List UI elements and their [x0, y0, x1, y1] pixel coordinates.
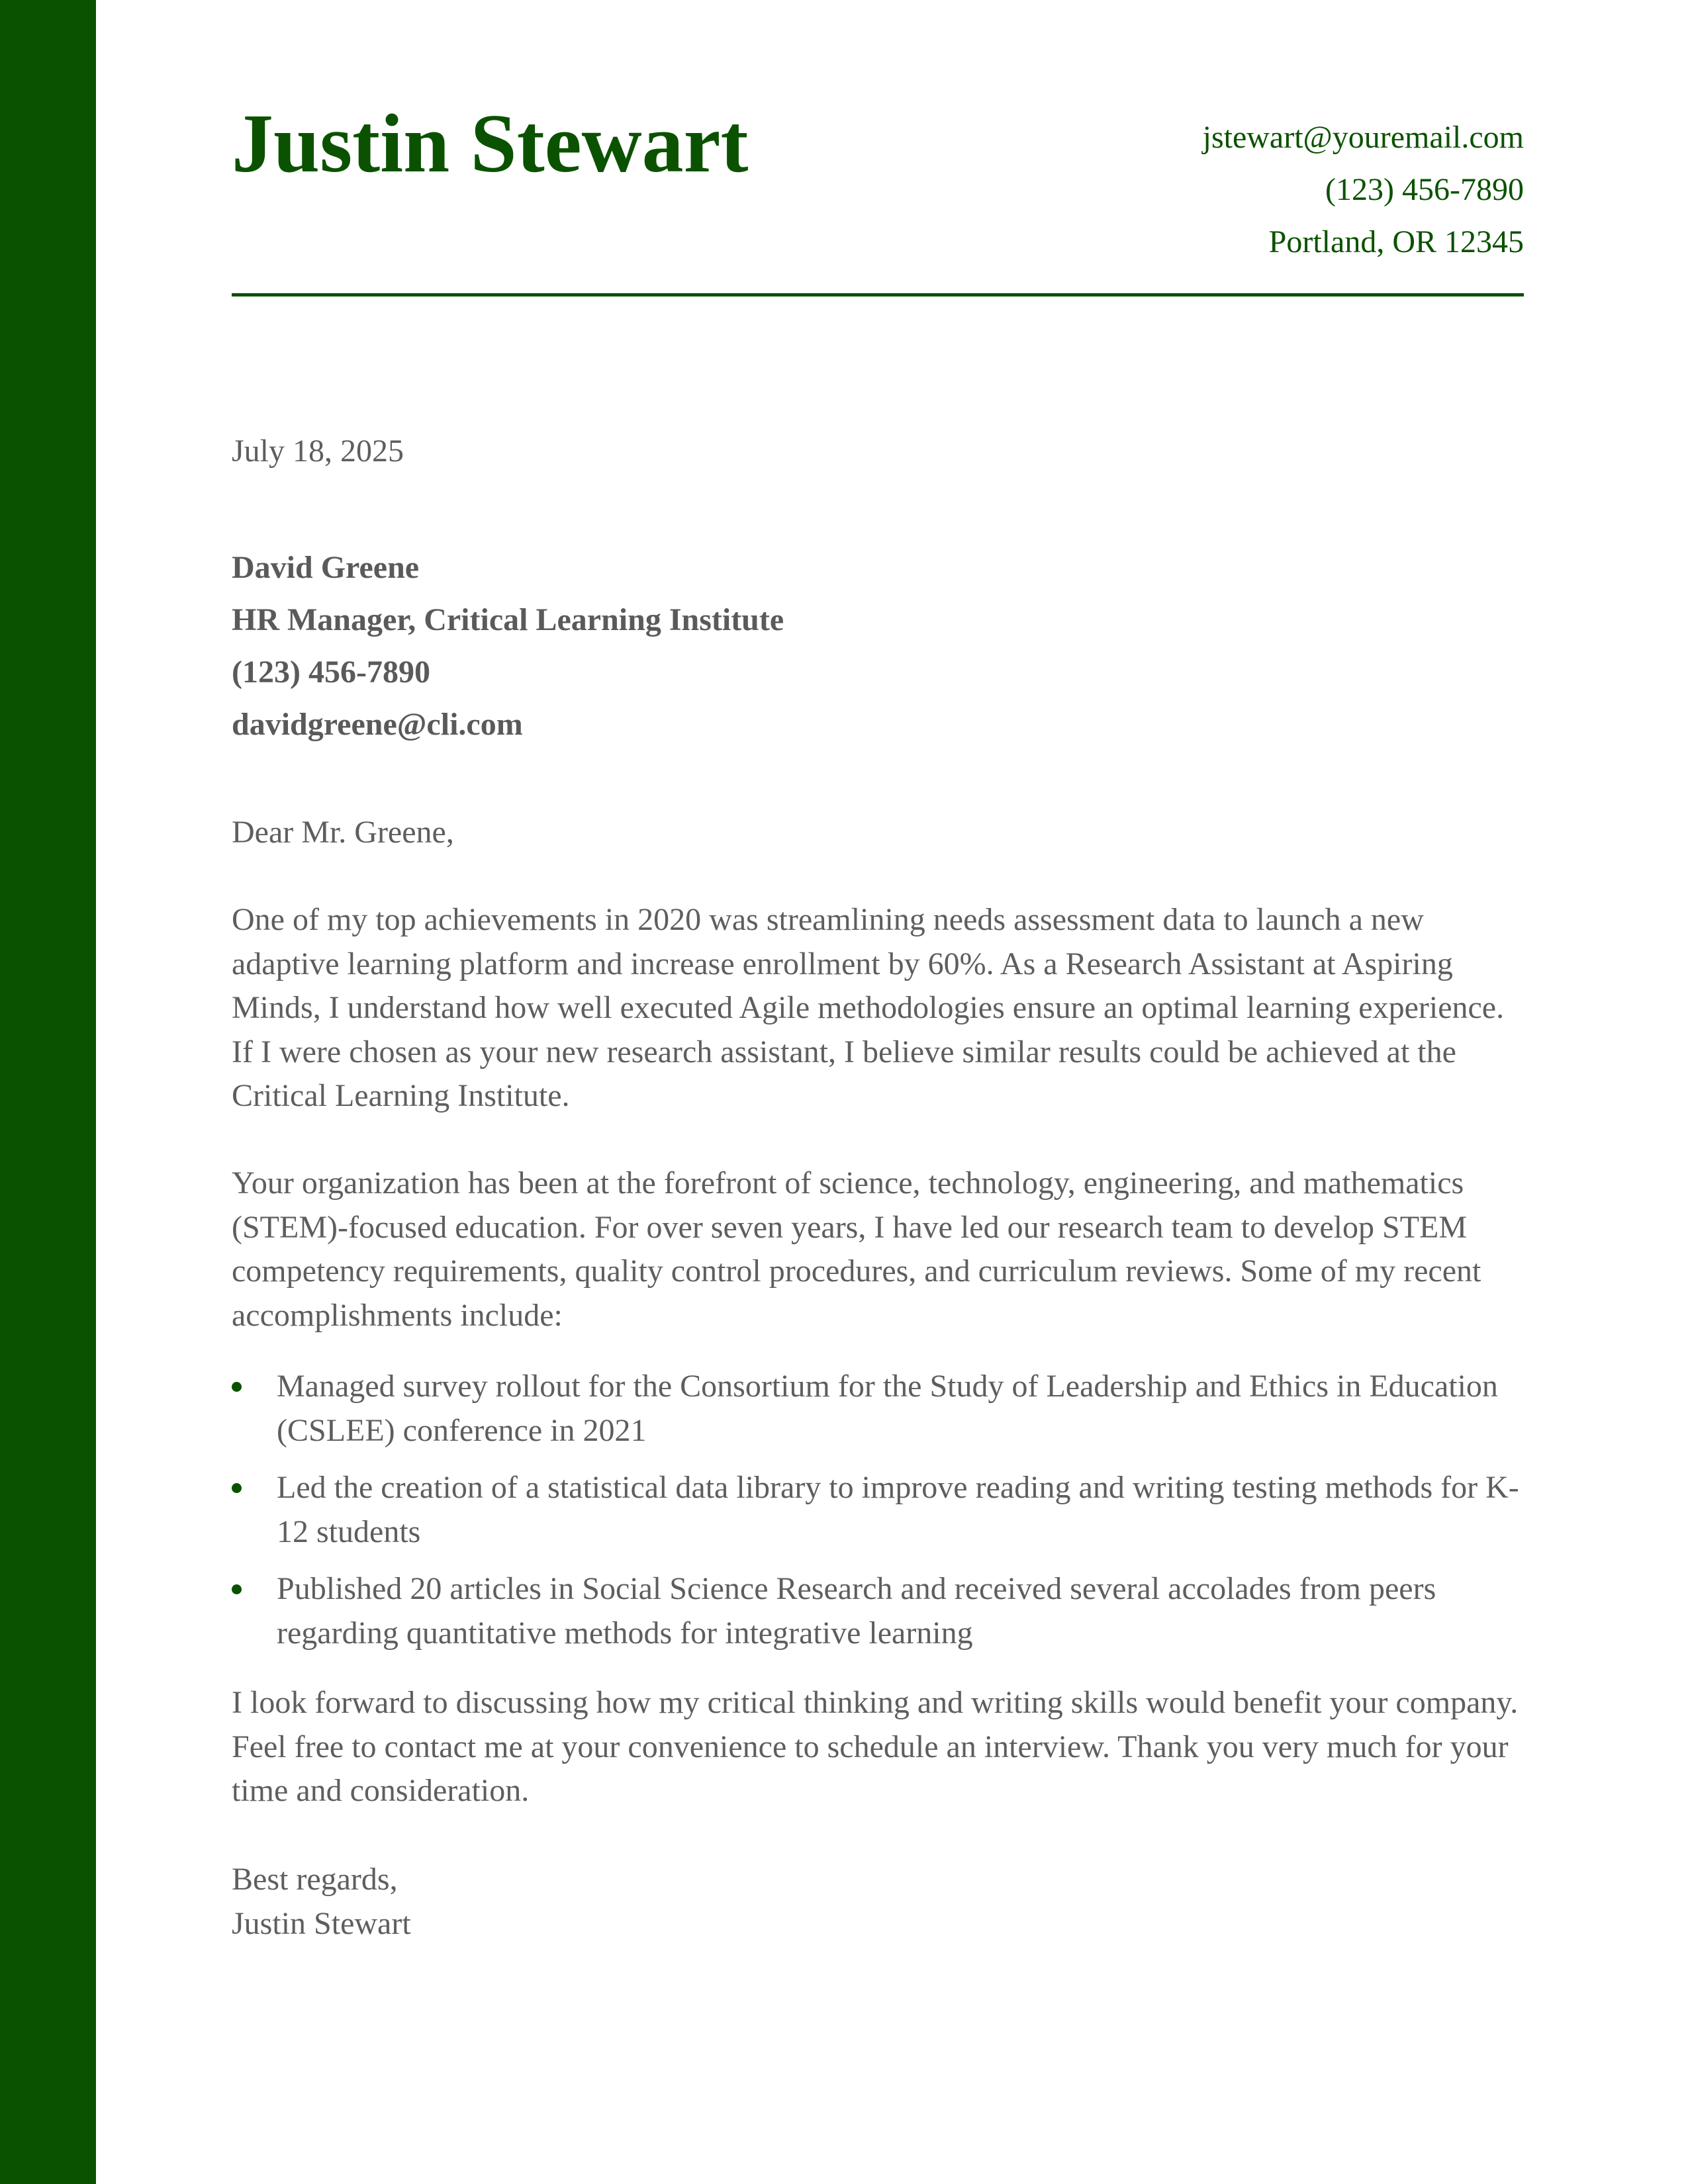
list-item	[232, 1365, 1524, 1453]
recipient-title: HR Manager, Critical Learning Institute	[232, 602, 784, 637]
bullet-icon	[232, 1382, 242, 1392]
signature: Justin Stewart	[232, 1905, 411, 1941]
salutation: Dear Mr. Greene,	[232, 815, 454, 850]
recipient-phone: (123) 456-7890	[232, 655, 430, 690]
accent-sidebar	[0, 0, 96, 2184]
accomplishment-text: Published 20 articles in Social Science Research and received several accolades from peers regarding quantitative methods for integrative learning	[277, 1571, 1436, 1651]
list-item	[232, 1466, 1524, 1554]
letter-date: July 18, 2025	[232, 433, 404, 469]
recipient-name: David Greene	[232, 550, 420, 585]
sender-name: Justin Stewart	[232, 98, 749, 190]
recipient-email: davidgreene@cli.com	[232, 707, 523, 742]
paragraph-closing: I look forward to discussing how my critical thinking and writing skills would benefit your company. Feel free to contact me at your convenience to schedule an interview. Thank you very much for your time and consideration.	[232, 1685, 1519, 1808]
bullet-icon	[232, 1483, 242, 1493]
sender-email: jstewart@youremail.com	[1202, 120, 1524, 155]
paragraph-experience: Your organization has been at the forefront of science, technology, engineering, and mathematics (STEM)-focused education. For over seven years, I have led our research team to develop STEM competency requirements, quality control procedures, and curriculum reviews. Some of my recent accomplishments include:	[232, 1165, 1481, 1333]
paragraph-intro: One of my top achievements in 2020 was streamlining needs assessment data to launch a new adaptive learning platform and increase enrollment by 60%. As a Research Assistant at Aspiring Minds, I understand how well executed Agile methodologies ensure an optimal learning experience. If I were chosen as your new research assistant, I believe similar results could be achieved at the Critical Learning Institute.	[232, 902, 1505, 1113]
header-divider	[232, 293, 1524, 296]
list-item	[232, 1567, 1524, 1655]
sender-phone: (123) 456-7890	[1325, 172, 1524, 207]
bullet-icon	[232, 1584, 242, 1594]
sender-location: Portland, OR 12345	[1268, 224, 1524, 259]
sender-contact-block	[1203, 111, 1524, 268]
recipient-block	[232, 541, 784, 751]
closing-block	[232, 1858, 411, 1946]
accomplishment-text: Managed survey rollout for the Consortium for the Study of Leadership and Ethics in Education (CSLEE) conference in 2021	[277, 1369, 1498, 1448]
accomplishment-text: Led the creation of a statistical data library to improve reading and writing testing methods for K-12 students	[277, 1470, 1519, 1549]
valediction: Best regards,	[232, 1862, 398, 1897]
accomplishments-list	[232, 1365, 1524, 1668]
